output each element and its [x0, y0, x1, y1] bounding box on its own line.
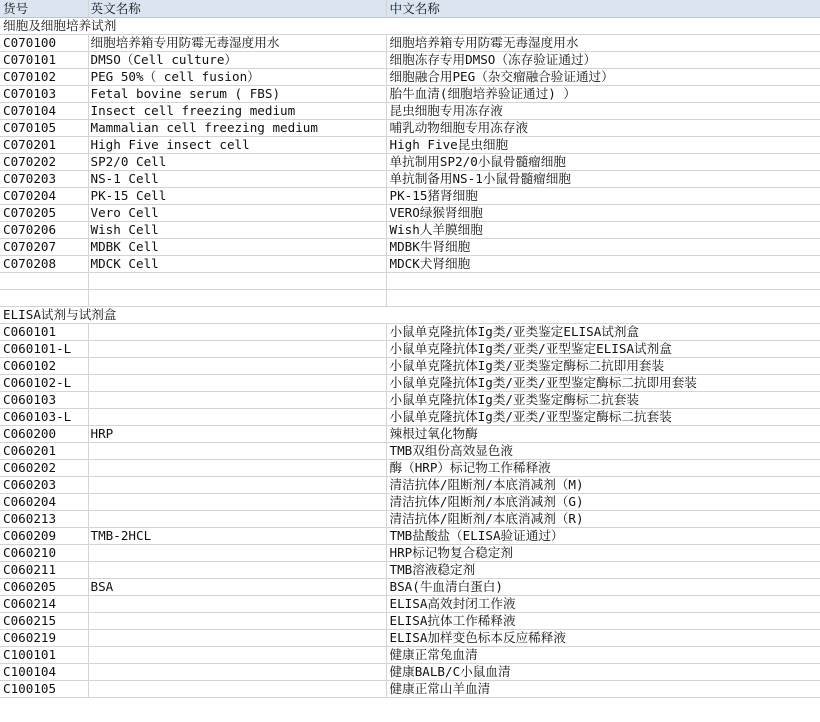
english-name-cell[interactable]: Mammalian cell freezing medium	[88, 119, 386, 136]
table-row	[0, 34, 820, 51]
table-row	[0, 680, 820, 697]
chinese-name-cell[interactable]: 清洁抗体/阻断剂/本底消减剂（M)	[386, 476, 820, 493]
table-row	[0, 374, 820, 391]
product-code-cell[interactable]: C100104	[0, 663, 88, 680]
table-row	[0, 102, 820, 119]
english-name-cell[interactable]	[88, 595, 386, 612]
table-row	[0, 425, 820, 442]
chinese-name-cell[interactable]: PK-15猪肾细胞	[386, 187, 820, 204]
chinese-name-cell[interactable]: 清洁抗体/阻断剂/本底消减剂（G)	[386, 493, 820, 510]
chinese-name-cell[interactable]: TMB溶液稳定剂	[386, 561, 820, 578]
section-label[interactable]: 细胞及细胞培养试剂	[0, 17, 386, 34]
chinese-name-cell[interactable]: 小鼠单克隆抗体Ig类/亚类鉴定酶标二抗套装	[386, 391, 820, 408]
chinese-name-cell[interactable]: 细胞冻存专用DMSO（冻存验证通过）	[386, 51, 820, 68]
english-name-cell[interactable]: PEG 50%（ cell fusion）	[88, 68, 386, 85]
product-code-cell[interactable]: C060205	[0, 578, 88, 595]
table-row	[0, 238, 820, 255]
english-name-cell[interactable]	[88, 391, 386, 408]
table-row	[0, 221, 820, 238]
english-name-cell[interactable]	[88, 357, 386, 374]
product-code-cell[interactable]: C060210	[0, 544, 88, 561]
chinese-name-cell[interactable]: TMB双组份高效显色液	[386, 442, 820, 459]
product-code-cell[interactable]: C070104	[0, 102, 88, 119]
chinese-name-cell[interactable]: 小鼠单克隆抗体Ig类/亚类/亚型鉴定酶标二抗套装	[386, 408, 820, 425]
table-row	[0, 68, 820, 85]
table-row	[0, 51, 820, 68]
english-name-cell[interactable]: Wish Cell	[88, 221, 386, 238]
english-name-cell[interactable]	[88, 476, 386, 493]
english-name-cell[interactable]: NS-1 Cell	[88, 170, 386, 187]
section-row	[0, 17, 820, 34]
chinese-name-cell[interactable]: VERO绿猴肾细胞	[386, 204, 820, 221]
english-name-cell[interactable]	[88, 629, 386, 646]
chinese-name-cell[interactable]: 昆虫细胞专用冻存液	[386, 102, 820, 119]
product-code-cell[interactable]: C060103	[0, 391, 88, 408]
chinese-name-cell[interactable]: 清洁抗体/阻断剂/本底消减剂（R)	[386, 510, 820, 527]
chinese-name-cell[interactable]: 单抗制备用NS-1小鼠骨髓瘤细胞	[386, 170, 820, 187]
chinese-name-cell[interactable]: 健康BALB/C小鼠血清	[386, 663, 820, 680]
empty-cell[interactable]	[386, 289, 820, 306]
table-row	[0, 340, 820, 357]
product-code-cell[interactable]: C060202	[0, 459, 88, 476]
chinese-name-cell[interactable]: 辣根过氧化物酶	[386, 425, 820, 442]
table-row	[0, 442, 820, 459]
empty-cell[interactable]	[88, 289, 386, 306]
chinese-name-cell[interactable]: Wish人羊膜细胞	[386, 221, 820, 238]
table-row	[0, 170, 820, 187]
table-row	[0, 204, 820, 221]
empty-cell[interactable]	[0, 272, 88, 289]
chinese-name-cell[interactable]: 细胞培养箱专用防霉无毒湿度用水	[386, 34, 820, 51]
table-row	[0, 391, 820, 408]
product-code-cell[interactable]: C070202	[0, 153, 88, 170]
product-code-cell[interactable]: C060203	[0, 476, 88, 493]
english-name-cell[interactable]	[88, 561, 386, 578]
product-code-cell[interactable]: C060219	[0, 629, 88, 646]
product-code-cell[interactable]: C070100	[0, 34, 88, 51]
chinese-name-cell[interactable]: 小鼠单克隆抗体Ig类/亚类鉴定ELISA试剂盒	[386, 323, 820, 340]
product-code-cell[interactable]: C070102	[0, 68, 88, 85]
chinese-name-cell[interactable]: 酶（HRP）标记物工作稀释液	[386, 459, 820, 476]
empty-cell[interactable]	[386, 306, 820, 323]
english-name-cell[interactable]: TMB-2HCL	[88, 527, 386, 544]
table-row	[0, 408, 820, 425]
product-code-cell[interactable]: C070207	[0, 238, 88, 255]
product-code-cell[interactable]: C100101	[0, 646, 88, 663]
chinese-name-cell[interactable]: ELISA加样变色标本反应稀释液	[386, 629, 820, 646]
table-body	[0, 17, 820, 697]
product-code-cell[interactable]: C100105	[0, 680, 88, 697]
product-code-cell[interactable]: C060102-L	[0, 374, 88, 391]
table-row	[0, 510, 820, 527]
product-code-cell[interactable]: C060101-L	[0, 340, 88, 357]
chinese-name-cell[interactable]: 小鼠单克隆抗体Ig类/亚类/亚型鉴定ELISA试剂盒	[386, 340, 820, 357]
table-row	[0, 578, 820, 595]
english-name-cell[interactable]: DMSO（Cell culture）	[88, 51, 386, 68]
chinese-name-cell[interactable]: TMB盐酸盐（ELISA验证通过）	[386, 527, 820, 544]
section-label[interactable]: ELISA试剂与试剂盒	[0, 306, 386, 323]
english-name-cell[interactable]	[88, 680, 386, 697]
empty-cell[interactable]	[386, 272, 820, 289]
chinese-name-cell[interactable]: HRP标记物复合稳定剂	[386, 544, 820, 561]
chinese-name-cell[interactable]: MDCK犬肾细胞	[386, 255, 820, 272]
product-code-cell[interactable]: C070105	[0, 119, 88, 136]
table-row	[0, 646, 820, 663]
chinese-name-cell[interactable]: ELISA高效封闭工作液	[386, 595, 820, 612]
table-row	[0, 187, 820, 204]
product-code-cell[interactable]: C070206	[0, 221, 88, 238]
chinese-name-cell[interactable]: MDBK牛肾细胞	[386, 238, 820, 255]
product-code-cell[interactable]: C070103	[0, 85, 88, 102]
chinese-name-cell[interactable]: 细胞融合用PEG（杂交瘤融合验证通过）	[386, 68, 820, 85]
chinese-name-cell[interactable]: 小鼠单克隆抗体Ig类/亚类/亚型鉴定酶标二抗即用套装	[386, 374, 820, 391]
chinese-name-cell[interactable]: 单抗制用SP2/0小鼠骨髓瘤细胞	[386, 153, 820, 170]
table-row	[0, 663, 820, 680]
header-code[interactable]: 货号	[0, 0, 88, 17]
product-code-cell[interactable]: C060103-L	[0, 408, 88, 425]
table-row	[0, 629, 820, 646]
table-row	[0, 527, 820, 544]
english-name-cell[interactable]: MDBK Cell	[88, 238, 386, 255]
english-name-cell[interactable]: HRP	[88, 425, 386, 442]
product-code-cell[interactable]: C070204	[0, 187, 88, 204]
product-code-cell[interactable]: C060102	[0, 357, 88, 374]
table-row	[0, 357, 820, 374]
table-row	[0, 323, 820, 340]
chinese-name-cell[interactable]: 健康正常兔血清	[386, 646, 820, 663]
english-name-cell[interactable]	[88, 323, 386, 340]
english-name-cell[interactable]	[88, 493, 386, 510]
table-row	[0, 153, 820, 170]
table-row	[0, 119, 820, 136]
product-code-cell[interactable]: C060209	[0, 527, 88, 544]
english-name-cell[interactable]	[88, 408, 386, 425]
english-name-cell[interactable]: High Five insect cell	[88, 136, 386, 153]
english-name-cell[interactable]: PK-15 Cell	[88, 187, 386, 204]
header-english-name[interactable]: 英文名称	[88, 0, 386, 17]
product-code-cell[interactable]: C060213	[0, 510, 88, 527]
table-row	[0, 255, 820, 272]
product-code-cell[interactable]: C070205	[0, 204, 88, 221]
product-code-cell[interactable]: C060211	[0, 561, 88, 578]
table-row	[0, 544, 820, 561]
chinese-name-cell[interactable]: ELISA抗体工作稀释液	[386, 612, 820, 629]
header-chinese-name[interactable]: 中文名称	[386, 0, 820, 17]
chinese-name-cell[interactable]: 胎牛血清(细胞培养验证通过) ）	[386, 85, 820, 102]
empty-cell[interactable]	[0, 289, 88, 306]
product-code-cell[interactable]: C060214	[0, 595, 88, 612]
english-name-cell[interactable]: SP2/0 Cell	[88, 153, 386, 170]
chinese-name-cell[interactable]: High Five昆虫细胞	[386, 136, 820, 153]
english-name-cell[interactable]	[88, 544, 386, 561]
english-name-cell[interactable]: BSA	[88, 578, 386, 595]
english-name-cell[interactable]	[88, 663, 386, 680]
table-row	[0, 136, 820, 153]
table-row	[0, 493, 820, 510]
english-name-cell[interactable]: Insect cell freezing medium	[88, 102, 386, 119]
english-name-cell[interactable]	[88, 374, 386, 391]
english-name-cell[interactable]: Fetal bovine serum ( FBS)	[88, 85, 386, 102]
chinese-name-cell[interactable]: 哺乳动物细胞专用冻存液	[386, 119, 820, 136]
chinese-name-cell[interactable]: BSA(牛血清白蛋白)	[386, 578, 820, 595]
english-name-cell[interactable]	[88, 340, 386, 357]
english-name-cell[interactable]: MDCK Cell	[88, 255, 386, 272]
chinese-name-cell[interactable]: 小鼠单克隆抗体Ig类/亚类鉴定酶标二抗即用套装	[386, 357, 820, 374]
blank-row	[0, 272, 820, 289]
table-row	[0, 459, 820, 476]
table-row	[0, 561, 820, 578]
table-row	[0, 595, 820, 612]
table-row	[0, 476, 820, 493]
product-code-cell[interactable]: C060215	[0, 612, 88, 629]
table-row	[0, 85, 820, 102]
table-row	[0, 612, 820, 629]
english-name-cell[interactable]	[88, 510, 386, 527]
english-name-cell[interactable]	[88, 442, 386, 459]
header-row	[0, 0, 820, 17]
english-name-cell[interactable]	[88, 459, 386, 476]
product-code-cell[interactable]: C070101	[0, 51, 88, 68]
product-code-cell[interactable]: C060204	[0, 493, 88, 510]
product-code-cell[interactable]: C060101	[0, 323, 88, 340]
product-code-cell[interactable]: C060201	[0, 442, 88, 459]
english-name-cell[interactable]	[88, 612, 386, 629]
english-name-cell[interactable]: 细胞培养箱专用防霉无毒湿度用水	[88, 34, 386, 51]
chinese-name-cell[interactable]: 健康正常山羊血清	[386, 680, 820, 697]
product-code-cell[interactable]: C060200	[0, 425, 88, 442]
product-code-cell[interactable]: C070208	[0, 255, 88, 272]
blank-row	[0, 289, 820, 306]
english-name-cell[interactable]: Vero Cell	[88, 204, 386, 221]
empty-cell[interactable]	[386, 17, 820, 34]
product-code-cell[interactable]: C070203	[0, 170, 88, 187]
empty-cell[interactable]	[88, 272, 386, 289]
english-name-cell[interactable]	[88, 646, 386, 663]
section-row	[0, 306, 820, 323]
product-code-cell[interactable]: C070201	[0, 136, 88, 153]
